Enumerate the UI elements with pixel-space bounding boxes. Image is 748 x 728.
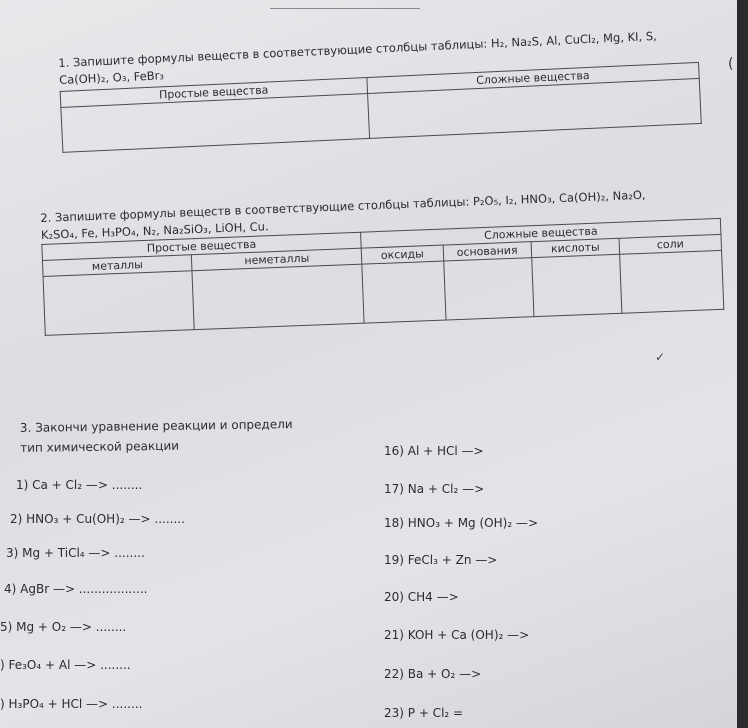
answer-cell-salts[interactable] [620, 250, 724, 313]
equation-left-1: 1) Ca + Cl₂ —> ........ [16, 478, 143, 492]
equation-left-5: 5) Mg + O₂ —> ........ [0, 620, 127, 634]
equation-left-3: 3) Mg + TiCl₄ —> ........ [6, 546, 145, 560]
question-3-title: 3. Закончи уравнение реакции и определи тип химической реакции [19, 417, 293, 455]
equation-left-6: ) Fe₃O₄ + Al —> ........ [0, 658, 131, 672]
equation-left-7: ) H₃PO₄ + HCl —> ........ [0, 697, 143, 711]
check-mark: ✓ [655, 350, 666, 364]
col-oxides: оксиды [361, 245, 443, 264]
col-salts: соли [619, 234, 721, 254]
equation-right-17: 17) Na + Cl₂ —> [384, 482, 485, 496]
col-bases: основания [443, 242, 532, 261]
equation-right-22: 22) Ba + O₂ —> [384, 667, 482, 681]
equation-left-2: 2) HNO₃ + Cu(OH)₂ —> ........ [10, 512, 185, 526]
answer-cell-oxides[interactable] [362, 261, 446, 323]
question-1 [58, 26, 702, 153]
equation-right-16: 16) Al + HCl —> [384, 444, 484, 458]
question-2-text: 2. Запишите формулы веществ в соответствующие столбцы таблицы: P₂O₅, I₂, HNO₃, Ca(OH)₂, Na₂O, K₂SO₄, Fe, H₃PO₄, N₂, Na₂SiO₃, LiOH, Cu. [40, 187, 646, 242]
page-shadow-edge [737, 0, 748, 728]
equation-right-18: 18) HNO₃ + Mg (OH)₂ —> [384, 516, 539, 530]
col-simple: Простые вещества [60, 78, 367, 108]
equation-left-4: 4) AgBr —> .................. [4, 582, 148, 596]
question-1-text: 1. Запишите формулы веществ в соответствующие столбцы таблицы: H₂, Na₂S, Al, CuCl₂, Mg, KI, S, Ca(OH)₂, O₃, FeBr₃ [58, 28, 658, 87]
group-complex: Сложные вещества [361, 218, 721, 248]
answer-cell-bases[interactable] [443, 258, 533, 320]
answer-cell-acids[interactable] [532, 254, 622, 316]
equation-right-23: 23) P + Cl₂ = [384, 706, 464, 720]
col-acids: кислоты [531, 238, 620, 257]
answer-cell-metals[interactable] [43, 271, 195, 336]
edge-mark: ( [728, 56, 734, 72]
question-2 [40, 184, 724, 336]
answer-cell-nonmetals[interactable] [192, 264, 364, 329]
group-simple: Простые вещества [42, 232, 362, 260]
col-nonmetals: неметаллы [192, 248, 362, 271]
col-complex: Сложные вещества [367, 62, 700, 93]
top-divider [270, 8, 420, 9]
col-metals: металлы [42, 255, 192, 277]
equation-right-19: 19) FeCl₃ + Zn —> [384, 553, 498, 567]
equation-right-21: 21) KOH + Ca (OH)₂ —> [384, 628, 530, 642]
equation-right-20: 20) CH4 —> [384, 590, 459, 604]
